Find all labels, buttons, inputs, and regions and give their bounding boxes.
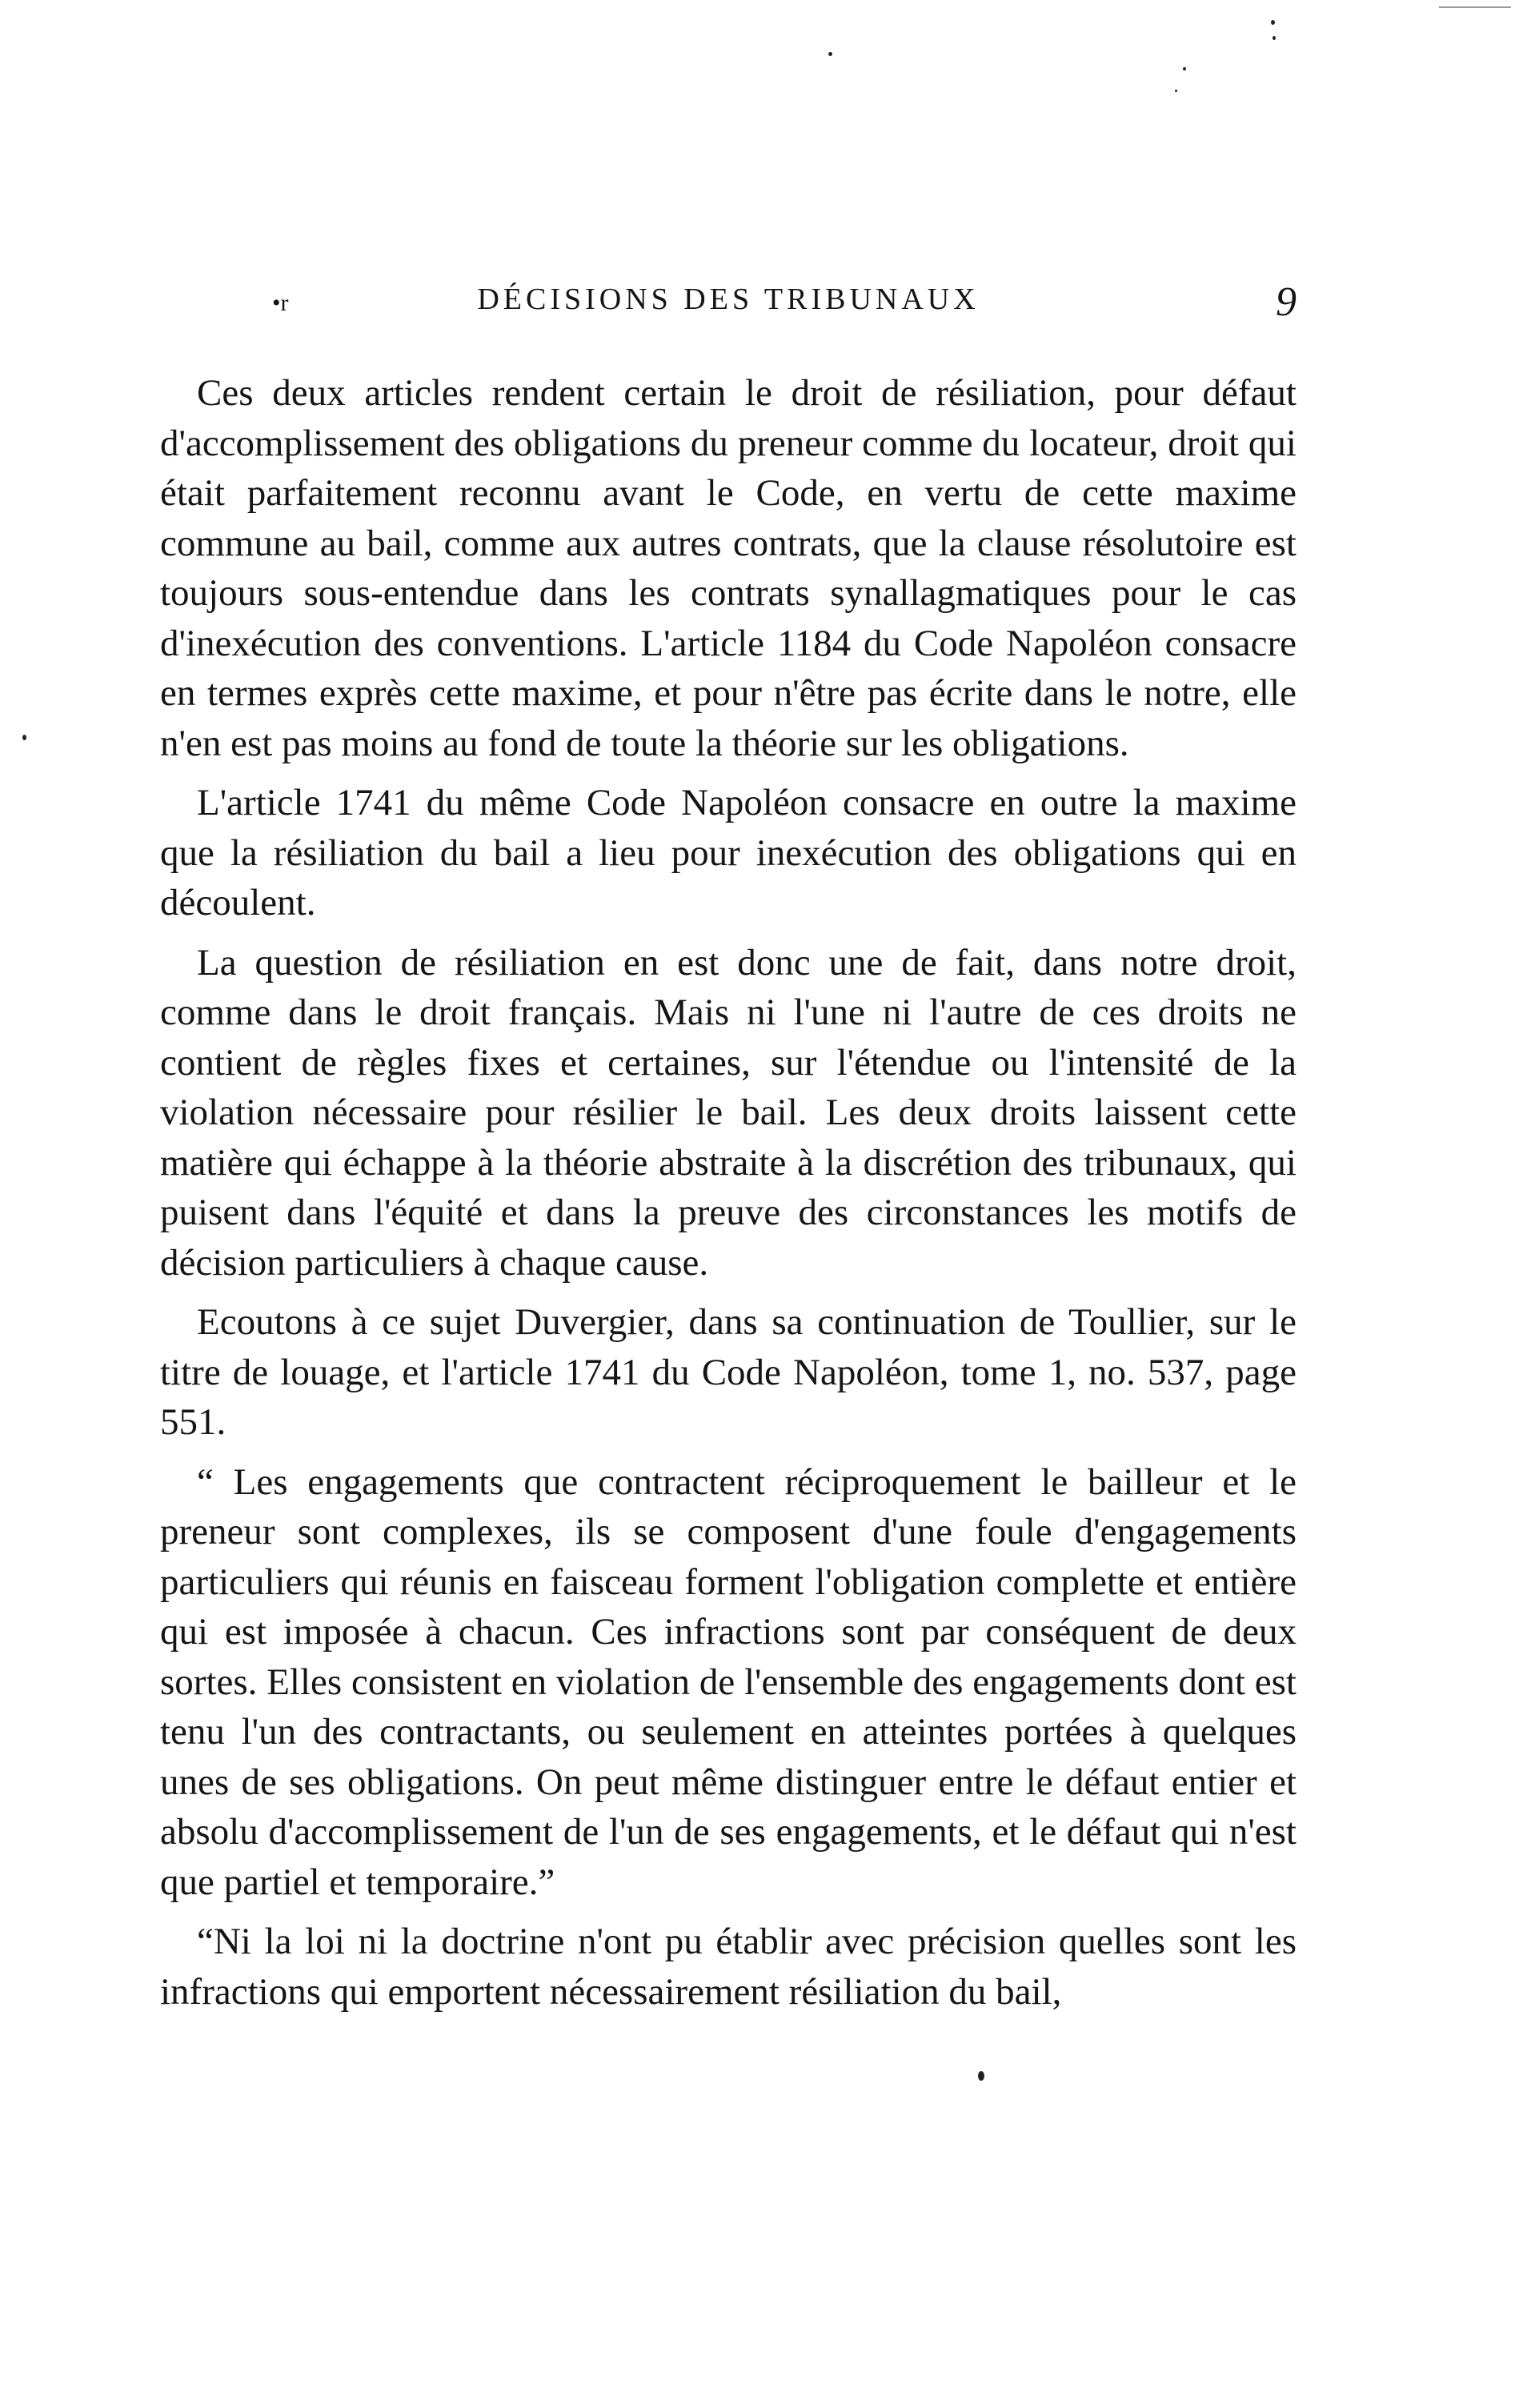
running-head bbox=[160, 279, 1297, 330]
scan-speck bbox=[1272, 36, 1276, 40]
body-text bbox=[160, 368, 1297, 2017]
running-head-mark: •r bbox=[272, 290, 289, 316]
scan-speck bbox=[22, 735, 26, 740]
scan-speck bbox=[1271, 20, 1275, 25]
scan-speck bbox=[1183, 67, 1186, 70]
scan-speck bbox=[1175, 90, 1177, 92]
paragraph: Ecoutons à ce sujet Duvergier, dans sa continuation de Toullier, sur le titre de louage, et l'article 1741 du Code Napoléon, tome 1, no. 537, page 551. bbox=[160, 1301, 1297, 1443]
page-number: 9 bbox=[1276, 279, 1297, 325]
paragraph: L'article 1741 du même Code Napoléon consacre en outre la maxime que la résiliation du bail a lieu pour inexécution des obligations qui en découlent. bbox=[160, 782, 1297, 924]
scan-edge-mark bbox=[1439, 6, 1511, 8]
quoted-paragraph: “ Les engagements que contractent réciproquement le bailleur et le preneur sont complexes, ils se composent d'une foule d'engagements particuliers qui réunis en faisceau forment l'obligation complette et entière qui est imposée à chacun. Ces infractions sont par conséquent de deux sortes. Elles consistent en violation de l'ensemble des engagements dont est tenu l'un des contractants, ou seulement en atteintes portées à quelques unes de ses obligations. On peut même distinguer entre le défaut entier et absolu d'accomplissement de l'un de ses engagements, et le défaut qui n'est que partiel et temporaire.” bbox=[160, 1460, 1297, 1903]
paragraph: Ces deux articles rendent certain le droit de résiliation, pour défaut d'accomplissement des obligations du preneur comme du locateur, droit qui était parfaitement reconnu avant le Code, en vertu de cette maxime commune au bail, comme aux autres contrats, que la clause résolutoire est toujours sous-entendue dans les contrats synallagmatiques pour le cas d'inexécution des conventions. L'article 1184 du Code Napoléon consacre en termes exprès cette maxime, et pour n'être pas écrite dans le notre, elle n'en est pas moins au fond de toute la théorie sur les obligations. bbox=[160, 372, 1297, 764]
scan-speck bbox=[828, 52, 832, 56]
scan-speck bbox=[978, 2071, 984, 2081]
quoted-paragraph: “Ni la loi ni la doctrine n'ont pu établir avec précision quelles sont les infractions qui emportent nécessairement résiliation du bail, bbox=[160, 1921, 1297, 2013]
running-head-title: DÉCISIONS DES TRIBUNAUX bbox=[477, 282, 980, 316]
paragraph: La question de résiliation en est donc une de fait, dans notre droit, comme dans le droit français. Mais ni l'une ni l'autre de ces droits ne contient de règles fixes et certaines, sur l'étendue ou l'intensité de la violation nécessaire pour résilier le bail. Les deux droits laissent cette matière qui échappe à la théorie abstraite à la discrétion des tribunaux, qui puisent dans l'équité et dans la preuve des circonstances les motifs de décision particuliers à chaque cause. bbox=[160, 941, 1297, 1284]
